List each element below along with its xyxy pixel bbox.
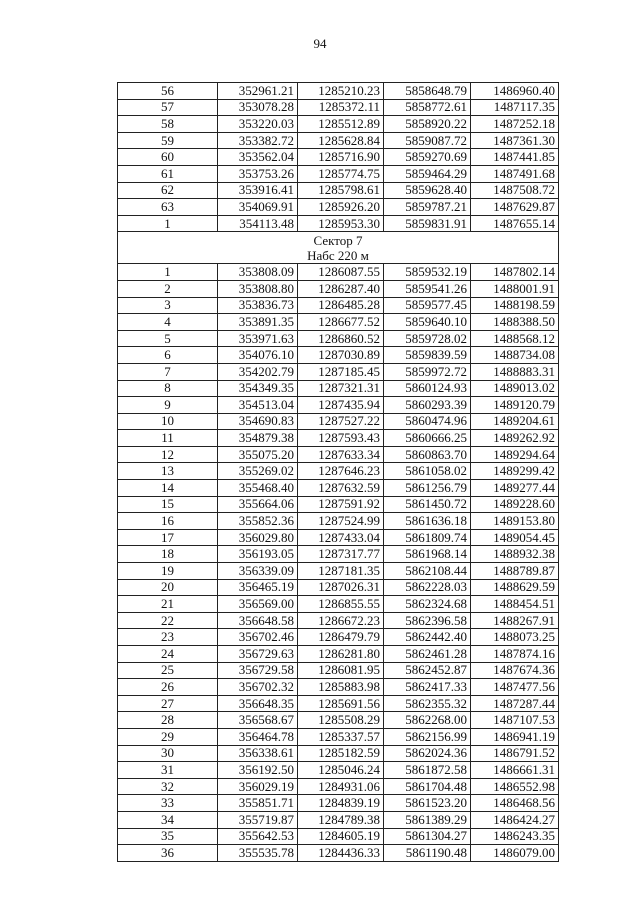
coordinate-cell: 355664.06 bbox=[218, 496, 298, 513]
point-number-cell: 23 bbox=[118, 629, 218, 646]
coordinate-cell: 1488454.51 bbox=[471, 596, 559, 613]
coordinate-cell: 5862268.00 bbox=[384, 712, 471, 729]
coordinate-cell: 5862024.36 bbox=[384, 745, 471, 762]
coordinate-cell: 1487287.44 bbox=[471, 695, 559, 712]
coordinate-cell: 1285372.11 bbox=[298, 99, 384, 116]
coordinate-cell: 5862417.33 bbox=[384, 679, 471, 696]
point-number-cell: 20 bbox=[118, 579, 218, 596]
coordinate-cell: 356464.78 bbox=[218, 728, 298, 745]
table-row bbox=[118, 199, 559, 216]
coordinate-cell: 5862108.44 bbox=[384, 563, 471, 580]
point-number-cell: 19 bbox=[118, 563, 218, 580]
coordinate-cell: 352961.21 bbox=[218, 83, 298, 100]
coordinate-cell: 1285182.59 bbox=[298, 745, 384, 762]
coordinate-cell: 5859831.91 bbox=[384, 215, 471, 232]
point-number-cell: 33 bbox=[118, 795, 218, 812]
coordinate-cell: 356029.19 bbox=[218, 778, 298, 795]
table-row bbox=[118, 165, 559, 182]
coordinate-cell: 1285508.29 bbox=[298, 712, 384, 729]
coordinate-cell: 5859972.72 bbox=[384, 363, 471, 380]
coordinate-cell: 5858772.61 bbox=[384, 99, 471, 116]
table-row bbox=[118, 762, 559, 779]
table-row bbox=[118, 363, 559, 380]
coordinate-cell: 353836.73 bbox=[218, 297, 298, 314]
table-row bbox=[118, 149, 559, 166]
point-number-cell: 12 bbox=[118, 446, 218, 463]
coordinate-cell: 1489204.61 bbox=[471, 413, 559, 430]
coordinate-cell: 356339.09 bbox=[218, 563, 298, 580]
coordinate-cell: 353220.03 bbox=[218, 116, 298, 133]
coordinate-cell: 1487655.14 bbox=[471, 215, 559, 232]
coordinate-cell: 355468.40 bbox=[218, 480, 298, 497]
coordinate-cell: 1486424.27 bbox=[471, 811, 559, 828]
coordinate-cell: 356729.58 bbox=[218, 662, 298, 679]
table-row bbox=[118, 745, 559, 762]
table-row bbox=[118, 579, 559, 596]
coordinate-cell: 1286672.23 bbox=[298, 612, 384, 629]
coordinate-cell: 1285774.75 bbox=[298, 165, 384, 182]
coordinate-cell: 1486468.56 bbox=[471, 795, 559, 812]
coordinate-cell: 5862396.58 bbox=[384, 612, 471, 629]
coordinate-cell: 354069.91 bbox=[218, 199, 298, 216]
coordinate-cell: 1486791.52 bbox=[471, 745, 559, 762]
point-number-cell: 3 bbox=[118, 297, 218, 314]
point-number-cell: 10 bbox=[118, 413, 218, 430]
coordinate-cell: 1487802.14 bbox=[471, 264, 559, 281]
coordinate-cell: 1287646.23 bbox=[298, 463, 384, 480]
coordinate-cell: 356702.46 bbox=[218, 629, 298, 646]
coordinate-cell: 1284839.19 bbox=[298, 795, 384, 812]
table-row bbox=[118, 795, 559, 812]
table-row bbox=[118, 215, 559, 232]
coordinate-cell: 5862228.03 bbox=[384, 579, 471, 596]
coordinate-cell: 5861523.20 bbox=[384, 795, 471, 812]
point-number-cell: 13 bbox=[118, 463, 218, 480]
coordinate-cell: 5861968.14 bbox=[384, 546, 471, 563]
coordinate-cell: 1285337.57 bbox=[298, 728, 384, 745]
table-row bbox=[118, 662, 559, 679]
table-row bbox=[118, 280, 559, 297]
point-number-cell: 56 bbox=[118, 83, 218, 100]
coordinate-cell: 1488789.87 bbox=[471, 563, 559, 580]
coordinate-cell: 1488267.91 bbox=[471, 612, 559, 629]
coordinate-cell: 355642.53 bbox=[218, 828, 298, 845]
coordinate-cell: 1286081.95 bbox=[298, 662, 384, 679]
coordinate-cell: 1486552.98 bbox=[471, 778, 559, 795]
table-row bbox=[118, 413, 559, 430]
coordinate-cell: 5859532.19 bbox=[384, 264, 471, 281]
point-number-cell: 2 bbox=[118, 280, 218, 297]
coordinate-cell: 1287435.94 bbox=[298, 397, 384, 414]
table-row bbox=[118, 679, 559, 696]
table-row bbox=[118, 496, 559, 513]
coordinate-cell: 1285512.89 bbox=[298, 116, 384, 133]
table-row bbox=[118, 845, 559, 862]
point-number-cell: 8 bbox=[118, 380, 218, 397]
coordinate-cell: 1285210.23 bbox=[298, 83, 384, 100]
coordinate-cell: 1487629.87 bbox=[471, 199, 559, 216]
point-number-cell: 5 bbox=[118, 330, 218, 347]
point-number-cell: 11 bbox=[118, 430, 218, 447]
coordinate-cell: 5859628.40 bbox=[384, 182, 471, 199]
coordinate-cell: 5862156.99 bbox=[384, 728, 471, 745]
coordinate-cell: 5861256.79 bbox=[384, 480, 471, 497]
coordinate-cell: 1486941.19 bbox=[471, 728, 559, 745]
coordinate-cell: 1486661.31 bbox=[471, 762, 559, 779]
table-row bbox=[118, 612, 559, 629]
coordinate-cell: 5859787.21 bbox=[384, 199, 471, 216]
coordinate-cell: 1487491.68 bbox=[471, 165, 559, 182]
coordinate-cell: 5862461.28 bbox=[384, 646, 471, 663]
coordinate-cell: 1488198.59 bbox=[471, 297, 559, 314]
coordinate-cell: 5861636.18 bbox=[384, 513, 471, 530]
coordinate-cell: 1489294.64 bbox=[471, 446, 559, 463]
coordinate-cell: 5861389.29 bbox=[384, 811, 471, 828]
coordinate-cell: 1285691.56 bbox=[298, 695, 384, 712]
coordinate-cell: 1489299.42 bbox=[471, 463, 559, 480]
coordinate-cell: 1285926.20 bbox=[298, 199, 384, 216]
coordinate-cell: 1486243.35 bbox=[471, 828, 559, 845]
coordinate-cell: 1489013.02 bbox=[471, 380, 559, 397]
coordinate-cell: 1287030.89 bbox=[298, 347, 384, 364]
coordinate-cell: 5859270.69 bbox=[384, 149, 471, 166]
coordinate-cell: 1486960.40 bbox=[471, 83, 559, 100]
coordinate-cell: 1488883.31 bbox=[471, 363, 559, 380]
coordinate-cell: 355852.36 bbox=[218, 513, 298, 530]
coordinate-cell: 356338.61 bbox=[218, 745, 298, 762]
table-section-sector-header bbox=[118, 232, 559, 264]
coordinate-cell: 1487508.72 bbox=[471, 182, 559, 199]
coordinate-cell: 5859577.45 bbox=[384, 297, 471, 314]
point-number-cell: 25 bbox=[118, 662, 218, 679]
coordinate-cell: 355269.02 bbox=[218, 463, 298, 480]
table-row bbox=[118, 297, 559, 314]
coordinate-cell: 354202.79 bbox=[218, 363, 298, 380]
coordinate-cell: 1285046.24 bbox=[298, 762, 384, 779]
point-number-cell: 15 bbox=[118, 496, 218, 513]
coordinate-cell: 5861304.27 bbox=[384, 828, 471, 845]
coordinate-cell: 1487477.56 bbox=[471, 679, 559, 696]
coordinate-cell: 5858920.22 bbox=[384, 116, 471, 133]
coordinate-cell: 5862324.68 bbox=[384, 596, 471, 613]
coordinate-cell: 1488001.91 bbox=[471, 280, 559, 297]
coordinates-table bbox=[117, 82, 559, 862]
point-number-cell: 14 bbox=[118, 480, 218, 497]
table-row bbox=[118, 99, 559, 116]
coordinate-cell: 5862452.87 bbox=[384, 662, 471, 679]
coordinate-cell: 1286860.52 bbox=[298, 330, 384, 347]
coordinate-cell: 356729.63 bbox=[218, 646, 298, 663]
point-number-cell: 35 bbox=[118, 828, 218, 845]
point-number-cell: 9 bbox=[118, 397, 218, 414]
coordinate-cell: 353971.63 bbox=[218, 330, 298, 347]
table-row bbox=[118, 728, 559, 745]
coordinate-cell: 356568.67 bbox=[218, 712, 298, 729]
coordinate-cell: 353562.04 bbox=[218, 149, 298, 166]
coordinate-cell: 1287181.35 bbox=[298, 563, 384, 580]
point-number-cell: 59 bbox=[118, 132, 218, 149]
coordinate-cell: 5860293.39 bbox=[384, 397, 471, 414]
coordinate-cell: 356569.00 bbox=[218, 596, 298, 613]
coordinate-cell: 1284436.33 bbox=[298, 845, 384, 862]
coordinate-cell: 353382.72 bbox=[218, 132, 298, 149]
coordinate-cell: 5860124.93 bbox=[384, 380, 471, 397]
coordinate-cell: 354690.83 bbox=[218, 413, 298, 430]
coordinate-cell: 1486079.00 bbox=[471, 845, 559, 862]
coordinate-cell: 5861190.48 bbox=[384, 845, 471, 862]
table-row bbox=[118, 480, 559, 497]
table-section-top bbox=[118, 83, 559, 232]
point-number-cell: 24 bbox=[118, 646, 218, 663]
table-section-bottom bbox=[118, 264, 559, 861]
table-row bbox=[118, 629, 559, 646]
point-number-cell: 57 bbox=[118, 99, 218, 116]
coordinate-cell: 1284605.19 bbox=[298, 828, 384, 845]
table-row bbox=[118, 380, 559, 397]
table-row bbox=[118, 778, 559, 795]
table-row bbox=[118, 828, 559, 845]
table-row bbox=[118, 182, 559, 199]
coordinate-cell: 1287527.22 bbox=[298, 413, 384, 430]
coordinate-cell: 1488734.08 bbox=[471, 347, 559, 364]
coordinate-cell: 5861872.58 bbox=[384, 762, 471, 779]
table-row bbox=[118, 646, 559, 663]
coordinate-cell: 1286087.55 bbox=[298, 264, 384, 281]
coordinate-cell: 353808.80 bbox=[218, 280, 298, 297]
coordinate-cell: 5860863.70 bbox=[384, 446, 471, 463]
table-row bbox=[118, 563, 559, 580]
table-row bbox=[118, 264, 559, 281]
point-number-cell: 1 bbox=[118, 264, 218, 281]
coordinate-cell: 356193.05 bbox=[218, 546, 298, 563]
page-number: 94 bbox=[313, 36, 327, 51]
coordinate-cell: 1286485.28 bbox=[298, 297, 384, 314]
coordinate-cell: 5859464.29 bbox=[384, 165, 471, 182]
coordinate-cell: 356702.32 bbox=[218, 679, 298, 696]
coordinate-cell: 1487252.18 bbox=[471, 116, 559, 133]
coordinate-cell: 1286281.80 bbox=[298, 646, 384, 663]
coordinate-cell: 5862442.40 bbox=[384, 629, 471, 646]
coordinate-cell: 5860666.25 bbox=[384, 430, 471, 447]
point-number-cell: 28 bbox=[118, 712, 218, 729]
coordinate-cell: 5861704.48 bbox=[384, 778, 471, 795]
table-row bbox=[118, 529, 559, 546]
coordinate-cell: 1488932.38 bbox=[471, 546, 559, 563]
coordinate-cell: 1489054.45 bbox=[471, 529, 559, 546]
coordinate-cell: 1287026.31 bbox=[298, 579, 384, 596]
coordinate-cell: 354113.48 bbox=[218, 215, 298, 232]
table-row bbox=[118, 596, 559, 613]
point-number-cell: 22 bbox=[118, 612, 218, 629]
point-number-cell: 26 bbox=[118, 679, 218, 696]
coordinate-cell: 1287524.99 bbox=[298, 513, 384, 530]
coordinate-cell: 353891.35 bbox=[218, 314, 298, 331]
point-number-cell: 31 bbox=[118, 762, 218, 779]
coordinate-cell: 1285716.90 bbox=[298, 149, 384, 166]
table-row bbox=[118, 446, 559, 463]
table-row bbox=[118, 397, 559, 414]
coordinate-cell: 1487107.53 bbox=[471, 712, 559, 729]
table-row bbox=[118, 314, 559, 331]
point-number-cell: 6 bbox=[118, 347, 218, 364]
coordinate-cell: 1285798.61 bbox=[298, 182, 384, 199]
coordinate-cell: 353916.41 bbox=[218, 182, 298, 199]
point-number-cell: 36 bbox=[118, 845, 218, 862]
coordinate-cell: 1489228.60 bbox=[471, 496, 559, 513]
point-number-cell: 29 bbox=[118, 728, 218, 745]
coordinate-cell: 1487117.35 bbox=[471, 99, 559, 116]
sector-header-row bbox=[118, 232, 559, 264]
coordinate-cell: 1488388.50 bbox=[471, 314, 559, 331]
coordinate-cell: 1284789.38 bbox=[298, 811, 384, 828]
table-row bbox=[118, 347, 559, 364]
coordinate-cell: 1287632.59 bbox=[298, 480, 384, 497]
point-number-cell: 61 bbox=[118, 165, 218, 182]
point-number-cell: 1 bbox=[118, 215, 218, 232]
coordinate-cell: 1287433.04 bbox=[298, 529, 384, 546]
table-row bbox=[118, 811, 559, 828]
coordinate-cell: 5859541.26 bbox=[384, 280, 471, 297]
coordinate-cell: 5859640.10 bbox=[384, 314, 471, 331]
coordinate-cell: 356648.58 bbox=[218, 612, 298, 629]
coordinate-cell: 356465.19 bbox=[218, 579, 298, 596]
coordinate-cell: 1284931.06 bbox=[298, 778, 384, 795]
coordinate-cell: 5859087.72 bbox=[384, 132, 471, 149]
coordinate-cell: 353753.26 bbox=[218, 165, 298, 182]
coordinate-cell: 1287185.45 bbox=[298, 363, 384, 380]
coordinate-cell: 354879.38 bbox=[218, 430, 298, 447]
sector-title: Сектор 7 bbox=[313, 232, 363, 248]
coordinate-cell: 5859728.02 bbox=[384, 330, 471, 347]
coordinate-cell: 5860474.96 bbox=[384, 413, 471, 430]
coordinate-cell: 1488629.59 bbox=[471, 579, 559, 596]
coordinate-cell: 353808.09 bbox=[218, 264, 298, 281]
point-number-cell: 4 bbox=[118, 314, 218, 331]
coordinate-cell: 1287317.77 bbox=[298, 546, 384, 563]
point-number-cell: 16 bbox=[118, 513, 218, 530]
sector-header-cell bbox=[118, 232, 559, 264]
coordinate-cell: 1287593.43 bbox=[298, 430, 384, 447]
table-row bbox=[118, 430, 559, 447]
table-row bbox=[118, 695, 559, 712]
coordinate-cell: 1285953.30 bbox=[298, 215, 384, 232]
point-number-cell: 18 bbox=[118, 546, 218, 563]
coordinate-cell: 1285883.98 bbox=[298, 679, 384, 696]
coordinate-cell: 355719.87 bbox=[218, 811, 298, 828]
point-number-cell: 27 bbox=[118, 695, 218, 712]
point-number-cell: 32 bbox=[118, 778, 218, 795]
coordinate-cell: 356648.35 bbox=[218, 695, 298, 712]
coordinate-cell: 5861450.72 bbox=[384, 496, 471, 513]
point-number-cell: 58 bbox=[118, 116, 218, 133]
coordinate-cell: 355075.20 bbox=[218, 446, 298, 463]
sector-subtitle: Набс 220 м bbox=[307, 247, 369, 263]
point-number-cell: 34 bbox=[118, 811, 218, 828]
coordinate-cell: 1287321.31 bbox=[298, 380, 384, 397]
point-number-cell: 63 bbox=[118, 199, 218, 216]
point-number-cell: 62 bbox=[118, 182, 218, 199]
coordinate-cell: 1285628.84 bbox=[298, 132, 384, 149]
coordinate-cell: 1487361.30 bbox=[471, 132, 559, 149]
coordinate-cell: 5861809.74 bbox=[384, 529, 471, 546]
coordinate-cell: 356192.50 bbox=[218, 762, 298, 779]
coordinate-cell: 5859839.59 bbox=[384, 347, 471, 364]
point-number-cell: 21 bbox=[118, 596, 218, 613]
coordinate-cell: 1489277.44 bbox=[471, 480, 559, 497]
coordinate-cell: 1287633.34 bbox=[298, 446, 384, 463]
coordinate-cell: 5862355.32 bbox=[384, 695, 471, 712]
coordinate-cell: 1287591.92 bbox=[298, 496, 384, 513]
coordinate-cell: 355535.78 bbox=[218, 845, 298, 862]
point-number-cell: 30 bbox=[118, 745, 218, 762]
coordinate-cell: 1487674.36 bbox=[471, 662, 559, 679]
coordinate-cell: 1487441.85 bbox=[471, 149, 559, 166]
coordinate-cell: 356029.80 bbox=[218, 529, 298, 546]
coordinate-cell: 354076.10 bbox=[218, 347, 298, 364]
coordinate-cell: 1488073.25 bbox=[471, 629, 559, 646]
table-row bbox=[118, 116, 559, 133]
coordinate-cell: 1488568.12 bbox=[471, 330, 559, 347]
coordinate-cell: 1286855.55 bbox=[298, 596, 384, 613]
coordinate-cell: 1489153.80 bbox=[471, 513, 559, 530]
table-row bbox=[118, 83, 559, 100]
coordinate-cell: 1489120.79 bbox=[471, 397, 559, 414]
coordinate-cell: 5861058.02 bbox=[384, 463, 471, 480]
coordinate-cell: 1487874.16 bbox=[471, 646, 559, 663]
table-row bbox=[118, 712, 559, 729]
coordinate-cell: 354349.35 bbox=[218, 380, 298, 397]
point-number-cell: 7 bbox=[118, 363, 218, 380]
point-number-cell: 60 bbox=[118, 149, 218, 166]
coordinate-cell: 353078.28 bbox=[218, 99, 298, 116]
coordinate-cell: 1286677.52 bbox=[298, 314, 384, 331]
coordinate-cell: 1286287.40 bbox=[298, 280, 384, 297]
table-row bbox=[118, 513, 559, 530]
table-row bbox=[118, 463, 559, 480]
table-row bbox=[118, 330, 559, 347]
table-row bbox=[118, 132, 559, 149]
coordinate-cell: 5858648.79 bbox=[384, 83, 471, 100]
table-row bbox=[118, 546, 559, 563]
coordinate-cell: 354513.04 bbox=[218, 397, 298, 414]
coordinate-cell: 1286479.79 bbox=[298, 629, 384, 646]
coordinate-cell: 1489262.92 bbox=[471, 430, 559, 447]
coordinate-cell: 355851.71 bbox=[218, 795, 298, 812]
point-number-cell: 17 bbox=[118, 529, 218, 546]
